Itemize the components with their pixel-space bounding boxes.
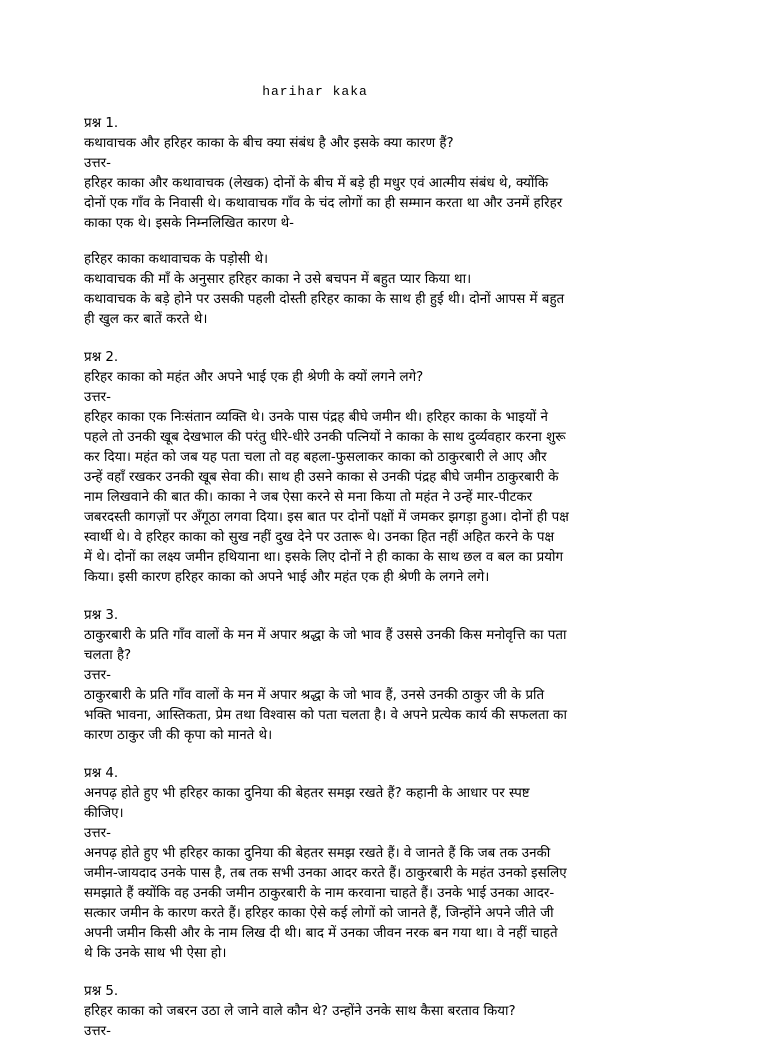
answer-line: नाम लिखवाने की बात की। काका ने जब ऐसा करने से मना किया तो महंत ने उन्हें मार-पीटकर bbox=[84, 490, 533, 505]
document-title: harihar kaka bbox=[262, 84, 368, 99]
answer-line: सत्कार जमीन के कारण करते हैं। हरिहर काका ऐसे कई लोगों को जानते हैं, जिन्होंने अपने जीते जी bbox=[84, 906, 554, 921]
question-block-1 bbox=[84, 114, 678, 330]
question-text: कथावाचक और हरिहर काका के बीच क्या संबंध है और इसके क्या कारण हैं? bbox=[84, 136, 454, 151]
answer-label: उत्तर- bbox=[84, 826, 111, 841]
answer-label: उत्तर- bbox=[84, 1024, 111, 1039]
answer-line: कथावाचक के बड़े होने पर उसकी पहली दोस्ती हरिहर काका के साथ ही हुई थी। दोनों आपस में बहुत bbox=[84, 292, 565, 307]
answer-line: जबरदस्ती कागज़ों पर अँगूठा लगवा दिया। इस बात पर दोनों पक्षों में जमकर झगड़ा हुआ। दोनों ही पक्ष bbox=[84, 510, 569, 525]
question-text: हरिहर काका को महंत और अपने भाई एक ही श्रेणी के क्यों लगने लगे? bbox=[84, 370, 424, 385]
answer-line: थे कि उनके साथ भी ऐसा हो। bbox=[84, 946, 227, 961]
question-label: प्रश्न 3. bbox=[84, 608, 119, 623]
question-block-3 bbox=[84, 606, 678, 746]
answer-paragraph bbox=[84, 250, 678, 330]
question-text: चलता है? bbox=[84, 648, 132, 663]
question-block-5 bbox=[84, 982, 678, 1042]
question-block-2 bbox=[84, 348, 678, 588]
answer-line: कथावाचक की माँ के अनुसार हरिहर काका ने उसे बचपन में बहुत प्यार किया था। bbox=[84, 272, 472, 287]
answer-line: समझाते हैं क्योंकि वह उनकी जमीन ठाकुरबारी के नाम करवाना चाहते हैं। उनके भाई उनका आदर- bbox=[84, 886, 555, 901]
answer-line: हरिहर काका कथावाचक के पड़ोसी थे। bbox=[84, 252, 269, 267]
question-text: हरिहर काका को जबरन उठा ले जाने वाले कौन थे? उन्होंने उनके साथ कैसा बरताव किया? bbox=[84, 1004, 516, 1019]
answer-line: ही खुल कर बातें करते थे। bbox=[84, 312, 208, 327]
answer-label: उत्तर- bbox=[84, 390, 111, 405]
answer-line: दोनों एक गाँव के निवासी थे। कथावाचक गाँव के चंद लोगों का ही सम्मान करता था और उनमें हरिहर bbox=[84, 196, 563, 211]
question-label: प्रश्न 2. bbox=[84, 350, 119, 365]
answer-label: उत्तर- bbox=[84, 668, 111, 683]
answer-line: हरिहर काका और कथावाचक (लेखक) दोनों के बीच में बड़े ही मधुर एवं आत्मीय संबंध थे, क्योंकि bbox=[84, 176, 549, 191]
answer-line: में थे। दोनों का लक्ष्य जमीन हथियाना था। इसके लिए दोनों ने ही काका के साथ छल व बल का प्रयोग bbox=[84, 550, 564, 565]
answer-line: भक्ति भावना, आस्तिकता, प्रेम तथा विश्वास को पता चलता है। वे अपने प्रत्येक कार्य की सफलता का bbox=[84, 708, 567, 723]
answer-line: कर दिया। महंत को जब यह पता चला तो वह बहला-फुसलाकर काका को ठाकुरबारी ले आए और bbox=[84, 450, 547, 465]
question-label: प्रश्न 4. bbox=[84, 766, 119, 781]
answer-line: पहले तो उनकी खूब देखभाल की परंतु धीरे-धीरे उनकी पत्नियों ने काका के साथ दुर्व्यवहार करना शुरू bbox=[84, 430, 566, 445]
answer-line: अनपढ़ होते हुए भी हरिहर काका दुनिया की बेहतर समझ रखते हैं। वे जानते हैं कि जब तक उनकी bbox=[84, 846, 551, 861]
answer-line: किया। इसी कारण हरिहर काका को अपने भाई और महंत एक ही श्रेणी के लगने लगे। bbox=[84, 570, 490, 585]
answer-line: उन्हें वहाँ रखकर उनकी खूब सेवा की। साथ ही उसने काका से उनकी पंद्रह बीघे जमीन ठाकुरबारी के bbox=[84, 470, 559, 485]
answer-line: हरिहर काका एक निःसंतान व्यक्ति थे। उनके पास पंद्रह बीघे जमीन थी। हरिहर काका के भाइयों ने bbox=[84, 410, 548, 425]
question-text: अनपढ़ होते हुए भी हरिहर काका दुनिया की बेहतर समझ रखते हैं? कहानी के आधार पर स्पष्ट bbox=[84, 786, 530, 801]
answer-line: ठाकुरबारी के प्रति गाँव वालों के मन में अपार श्रद्धा के जो भाव हैं, उनसे उनकी ठाकुर जी के प्रति bbox=[84, 688, 545, 703]
answer-label: उत्तर- bbox=[84, 156, 111, 171]
answer-line: अपनी जमीन किसी और के नाम लिख दी थी। बाद में उनका जीवन नरक बन गया था। वे नहीं चाहते bbox=[84, 926, 558, 941]
question-block-4 bbox=[84, 764, 678, 964]
answer-line: जमीन-जायदाद उनके पास है, तब तक सभी उनका आदर करते हैं। ठाकुरबारी के महंत उनको इसलिए bbox=[84, 866, 567, 881]
question-text: कीजिए। bbox=[84, 806, 124, 821]
question-label: प्रश्न 5. bbox=[84, 984, 119, 999]
answer-paragraph bbox=[84, 174, 678, 234]
question-text: ठाकुरबारी के प्रति गाँव वालों के मन में अपार श्रद्धा के जो भाव हैं उससे उनकी किस मनोवृत्ति का पता bbox=[84, 628, 567, 643]
answer-line: काका एक थे। इसके निम्नलिखित कारण थे- bbox=[84, 216, 295, 231]
question-label: प्रश्न 1. bbox=[84, 116, 119, 131]
answer-line: कारण ठाकुर जी की कृपा को मानते थे। bbox=[84, 728, 273, 743]
document-body bbox=[84, 114, 678, 1060]
answer-line: स्वार्थी थे। वे हरिहर काका को सुख नहीं दुख देने पर उतारू थे। उनका हित नहीं अहित करने के पक्ष bbox=[84, 530, 555, 545]
